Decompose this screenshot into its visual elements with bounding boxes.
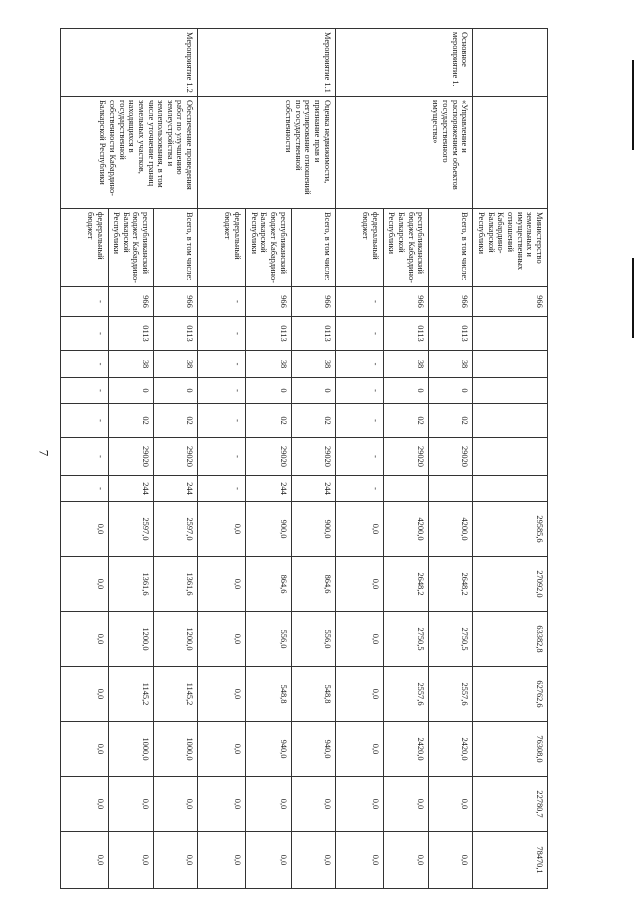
amount-cell: 1361,6 [108, 557, 154, 612]
funding-source: федеральный бюджет [335, 209, 383, 287]
summary-blank [473, 351, 548, 378]
amount-cell: 2420,0 [429, 722, 473, 777]
rzpr-code: - [335, 317, 383, 351]
summary-total: 78470,1 [473, 832, 548, 889]
rzpr-code: 0113 [246, 317, 292, 351]
rzpr-code: 0113 [383, 317, 429, 351]
direction-code: 29020 [108, 438, 154, 476]
summary-total: 22780,7 [473, 777, 548, 832]
expense-type-code: - [335, 476, 383, 502]
amount-cell: 556,0 [291, 612, 335, 667]
measure-code: 02 [429, 404, 473, 438]
amount-cell: 2557,6 [383, 667, 429, 722]
amount-cell: 0,0 [198, 502, 246, 557]
amount-cell: 0,0 [60, 667, 108, 722]
funding-source: республиканский бюджет Кабардино-Балкарской Республики [246, 209, 292, 287]
amount-cell: 2597,0 [108, 502, 154, 557]
amount-cell: 0,0 [291, 777, 335, 832]
amount-cell: 0,0 [335, 722, 383, 777]
table-row [291, 29, 335, 889]
amount-cell: 940,0 [246, 722, 292, 777]
grbs-code: - [335, 287, 383, 317]
program-code: - [198, 351, 246, 378]
amount-cell: 0,0 [429, 777, 473, 832]
amount-cell: 2597,0 [154, 502, 198, 557]
amount-cell: 940,0 [291, 722, 335, 777]
amount-cell: 0,0 [429, 832, 473, 889]
measure-code: 02 [108, 404, 154, 438]
subprogram-code: 0 [383, 378, 429, 404]
amount-cell: 1361,6 [154, 557, 198, 612]
funding-source: республиканский бюджет Кабардино-Балкарской Республики [383, 209, 429, 287]
table-row [154, 29, 198, 889]
amount-cell: 0,0 [335, 777, 383, 832]
program-code: 38 [291, 351, 335, 378]
measure-code: - [198, 404, 246, 438]
summary-name-cell [473, 97, 548, 209]
rzpr-code: 0113 [154, 317, 198, 351]
amount-cell: 548,8 [291, 667, 335, 722]
amount-cell: 0,0 [198, 557, 246, 612]
summary-grbs: 966 [473, 287, 548, 317]
amount-cell: 1145,2 [154, 667, 198, 722]
budget-table-sheet [78, 28, 548, 888]
expense-type-code [429, 476, 473, 502]
amount-cell: 0,0 [198, 777, 246, 832]
amount-cell: 1000,0 [154, 722, 198, 777]
summary-total: 76308,0 [473, 722, 548, 777]
amount-cell: 0,0 [291, 832, 335, 889]
amount-cell: 2648,2 [383, 557, 429, 612]
funding-source: федеральный бюджет [198, 209, 246, 287]
grbs-code: 966 [429, 287, 473, 317]
grbs-code: - [198, 287, 246, 317]
grbs-code: 966 [108, 287, 154, 317]
funding-source: Всего, в том числе: [429, 209, 473, 287]
summary-total: 62762,6 [473, 667, 548, 722]
scan-edge-mark-2 [632, 258, 634, 338]
expense-type-code: 244 [246, 476, 292, 502]
program-code: 38 [383, 351, 429, 378]
amount-cell: 0,0 [335, 832, 383, 889]
summary-ministry: Министерство земельных и имущественных отношений Кабардино-Балкарской Республики [473, 209, 548, 287]
grbs-code: 966 [154, 287, 198, 317]
amount-cell: 0,0 [108, 777, 154, 832]
amount-cell: 0,0 [383, 832, 429, 889]
summary-row [473, 29, 548, 889]
grbs-code: - [60, 287, 108, 317]
page-number: 7 [36, 449, 52, 457]
row-status: Мероприятие 1.1 [198, 29, 336, 97]
summary-total: 63382,8 [473, 612, 548, 667]
amount-cell: 0,0 [198, 832, 246, 889]
expense-type-code: 244 [154, 476, 198, 502]
amount-cell: 2648,2 [429, 557, 473, 612]
amount-cell: 0,0 [60, 777, 108, 832]
funding-source: Всего, в том числе: [154, 209, 198, 287]
subprogram-code: 0 [291, 378, 335, 404]
measure-code: - [60, 404, 108, 438]
amount-cell: 0,0 [108, 832, 154, 889]
amount-cell: 1145,2 [108, 667, 154, 722]
amount-cell: 2420,0 [383, 722, 429, 777]
amount-cell: 900,0 [291, 502, 335, 557]
amount-cell: 0,0 [246, 832, 292, 889]
amount-cell: 0,0 [60, 832, 108, 889]
amount-cell: 0,0 [335, 557, 383, 612]
summary-blank [473, 438, 548, 476]
program-code: 38 [154, 351, 198, 378]
direction-code: 29020 [291, 438, 335, 476]
amount-cell: 0,0 [154, 777, 198, 832]
measure-code: - [335, 404, 383, 438]
amount-cell: 864,6 [291, 557, 335, 612]
expense-type-code: 244 [291, 476, 335, 502]
amount-cell: 0,0 [60, 557, 108, 612]
amount-cell: 1000,0 [108, 722, 154, 777]
rzpr-code: - [60, 317, 108, 351]
measure-code: 02 [291, 404, 335, 438]
amount-cell: 0,0 [60, 502, 108, 557]
row-name: «Управление и распоряжением объектов государственного имущества» [335, 97, 473, 209]
subprogram-code: - [335, 378, 383, 404]
funding-source: республиканский бюджет Кабардино-Балкарской Республики [108, 209, 154, 287]
expense-type-code: - [198, 476, 246, 502]
amount-cell: 0,0 [154, 832, 198, 889]
measure-code: 02 [154, 404, 198, 438]
program-code: 38 [429, 351, 473, 378]
rzpr-code: 0113 [108, 317, 154, 351]
subprogram-code: - [198, 378, 246, 404]
amount-cell: 2750,5 [383, 612, 429, 667]
rzpr-code: 0113 [429, 317, 473, 351]
amount-cell: 0,0 [198, 667, 246, 722]
amount-cell: 864,6 [246, 557, 292, 612]
table-row [429, 29, 473, 889]
expense-type-code: - [60, 476, 108, 502]
amount-cell: 0,0 [198, 722, 246, 777]
summary-blank [473, 378, 548, 404]
amount-cell: 0,0 [335, 612, 383, 667]
direction-code: - [198, 438, 246, 476]
direction-code: - [335, 438, 383, 476]
summary-blank [473, 476, 548, 502]
summary-total: 29585,6 [473, 502, 548, 557]
expense-type-code [383, 476, 429, 502]
program-code: 38 [108, 351, 154, 378]
amount-cell: 556,0 [246, 612, 292, 667]
amount-cell: 4200,0 [383, 502, 429, 557]
amount-cell: 0,0 [60, 722, 108, 777]
grbs-code: 966 [291, 287, 335, 317]
rzpr-code: 0113 [291, 317, 335, 351]
subprogram-code: 0 [246, 378, 292, 404]
amount-cell: 0,0 [198, 612, 246, 667]
subprogram-code: 0 [154, 378, 198, 404]
direction-code: 29020 [154, 438, 198, 476]
row-name: Оценка недвижимости, признание прав и регулирование отношений по государственной собственности [198, 97, 336, 209]
amount-cell: 0,0 [246, 777, 292, 832]
amount-cell: 2750,5 [429, 612, 473, 667]
amount-cell: 1200,0 [154, 612, 198, 667]
budget-table [60, 28, 548, 889]
rzpr-code: - [198, 317, 246, 351]
program-code: - [335, 351, 383, 378]
summary-blank [473, 317, 548, 351]
row-status: Основное мероприятие 1. [335, 29, 473, 97]
program-code: 38 [246, 351, 292, 378]
measure-code: 02 [246, 404, 292, 438]
amount-cell: 0,0 [383, 777, 429, 832]
funding-source: Всего, в том числе: [291, 209, 335, 287]
direction-code: 29020 [246, 438, 292, 476]
subprogram-code: - [60, 378, 108, 404]
expense-type-code: 244 [108, 476, 154, 502]
measure-code: 02 [383, 404, 429, 438]
amount-cell: 1200,0 [108, 612, 154, 667]
budget-table-body [60, 29, 547, 889]
direction-code: 29020 [383, 438, 429, 476]
program-code: - [60, 351, 108, 378]
amount-cell: 548,8 [246, 667, 292, 722]
row-name: Обеспечение проведения работ по улучшению землеустройства и землепользования, в том числе уточнение границ земельных участков, находящихся в государственной собственности Кабардино-Балкарской Республики [60, 97, 198, 209]
summary-total: 27092,0 [473, 557, 548, 612]
direction-code: 29020 [429, 438, 473, 476]
row-status: Мероприятие 1.2 [60, 29, 198, 97]
subprogram-code: 0 [429, 378, 473, 404]
amount-cell: 4200,0 [429, 502, 473, 557]
amount-cell: 900,0 [246, 502, 292, 557]
subprogram-code: 0 [108, 378, 154, 404]
grbs-code: 966 [246, 287, 292, 317]
amount-cell: 2557,6 [429, 667, 473, 722]
scan-edge-mark-1 [632, 60, 634, 150]
amount-cell: 0,0 [60, 612, 108, 667]
funding-source: федеральный бюджет [60, 209, 108, 287]
amount-cell: 0,0 [335, 667, 383, 722]
direction-code: - [60, 438, 108, 476]
amount-cell: 0,0 [335, 502, 383, 557]
summary-blank [473, 404, 548, 438]
grbs-code: 966 [383, 287, 429, 317]
summary-status-cell [473, 29, 548, 97]
